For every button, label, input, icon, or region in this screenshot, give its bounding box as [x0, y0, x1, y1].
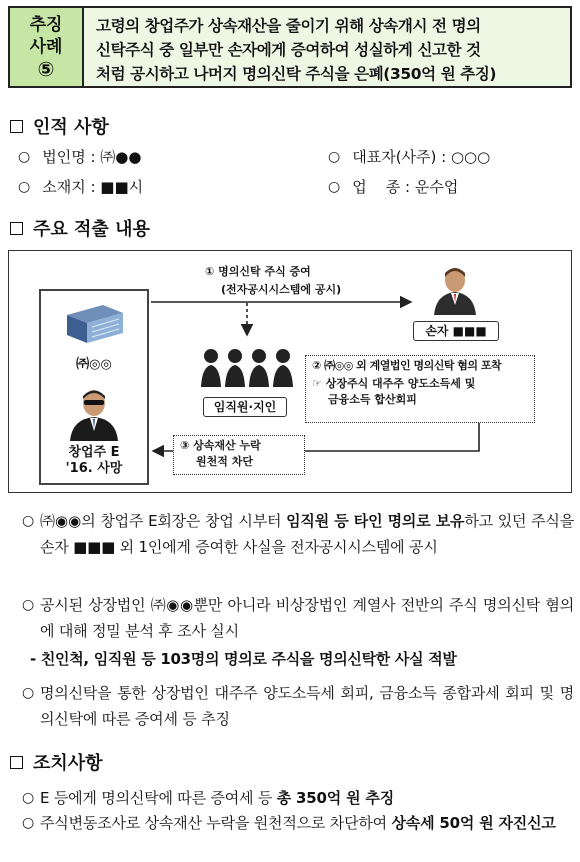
- representative: 대표자(사주) : ○○○: [352, 148, 491, 166]
- actions-title: 조치사항: [33, 753, 103, 774]
- personal-row-2: [18, 176, 568, 197]
- step1-label: [205, 263, 311, 279]
- findings-title: 주요 적출 내용: [33, 219, 150, 240]
- circle-bullet-icon: ○: [22, 790, 35, 806]
- location: 소재지 : ■■시: [42, 178, 144, 196]
- building-icon: [59, 301, 129, 345]
- grandson-label: 손자 ■■■: [413, 321, 499, 341]
- finding-sub-bullet: [14, 646, 574, 672]
- personal-info-title: 인적 사항: [33, 117, 109, 138]
- square-bullet-icon: [10, 222, 23, 235]
- action-1-text: E 등에게 명의신탁에 따른 증여세 등: [40, 789, 277, 807]
- founder-name: 창업주 E: [68, 445, 120, 460]
- personal-info-heading: [10, 113, 109, 139]
- case-diagram: [8, 250, 572, 493]
- circle-bullet-icon: ○: [18, 148, 31, 165]
- case-summary-line1: 고령의 창업주가 상속재산을 줄이기 위해 상속개시 전 명의: [96, 17, 481, 35]
- action-2-bold: 상속세 50억 원 자진신고: [391, 814, 556, 832]
- circle-bullet-icon: ○: [22, 513, 35, 529]
- action-2-text: 주식변동조사로 상속재산 누락을 원천적으로 차단하여: [40, 814, 392, 832]
- employees-label: 임직원·지인: [203, 397, 287, 417]
- business-type: 업 종 : 운수업: [352, 178, 459, 196]
- action-bullet-2: [14, 810, 574, 836]
- finding-3-text: - 친인척, 임직원 등 103명의 명의로 주식을 명의신탁한 사실 적발: [30, 650, 457, 668]
- founder-death: '16. 사망: [65, 461, 123, 476]
- case-tag-line1: 추징: [29, 15, 63, 35]
- step3-line2: 원천적 차단: [196, 455, 253, 468]
- finding-2-text: 공시된 상장법인 ㈜◉◉뿐만 아니라 비상장법인 계열사 전반의 주식 명의신탁 혐의에 대해 정밀 분석 후 조사 실시: [40, 596, 574, 640]
- finding-bullet-2: [14, 592, 574, 644]
- action-bullet-1: [14, 785, 574, 811]
- case-tag-number: ⑤: [37, 57, 55, 81]
- finding-4-text: 명의신탁을 통한 상장법인 대주주 양도소득세 회피, 금융소득 종합과세 회피 및 명의신탁에 따른 증여세 등 추징: [40, 684, 574, 728]
- step3-box: [173, 435, 305, 475]
- step2-box: [305, 355, 535, 423]
- case-summary-line2: 신탁주식 중 일부만 손자에게 증여하여 성실하게 신고한 것: [96, 41, 481, 59]
- step2-line3: 금융소득 합산회피: [328, 393, 417, 406]
- finding-1-text-bold: 임직원 등 타인 명의로 보유: [286, 512, 465, 530]
- finding-1-text-c: 하고 있던 주식을 손자 ■■■ 외 1인에게 증여한 사실을 전자공시시스템에 공시: [40, 512, 575, 556]
- step1-line2: (전자공시시스템에 공시): [221, 283, 342, 296]
- step2-line1: ② ㈜◎◎ 외 계열법인 명의신탁 혐의 포착: [312, 359, 502, 372]
- founder-icon: [66, 387, 122, 441]
- circle-bullet-icon: ○: [22, 815, 35, 831]
- founder-label: [41, 445, 147, 477]
- findings-heading: [10, 215, 150, 241]
- company-box: [39, 289, 149, 485]
- circle-bullet-icon: ○: [22, 597, 35, 613]
- case-banner: [8, 6, 572, 88]
- square-bullet-icon: [10, 120, 23, 133]
- circle-bullet-icon: ○: [18, 178, 31, 195]
- company-name: ㈜◎◎: [76, 357, 112, 372]
- square-bullet-icon: [10, 756, 23, 769]
- corp-name: 법인명 : ㈜●●: [42, 148, 142, 166]
- step1-line1: ① 명의신탁 주식 증여: [205, 265, 311, 278]
- personal-row-1: [18, 146, 568, 167]
- employees-icon: [199, 345, 295, 387]
- case-tag: [10, 8, 84, 86]
- circle-bullet-icon: ○: [328, 148, 341, 165]
- finding-bullet-1: [14, 508, 574, 560]
- action-1-bold: 총 350억 원 추징: [276, 789, 394, 807]
- actions-heading: [10, 749, 103, 775]
- case-summary-line3: 처럼 공시하고 나머지 명의신탁 주식을 은폐(350억 원 추징): [96, 65, 497, 83]
- step2-line2: ☞ 상장주식 대주주 양도소득세 및: [312, 377, 476, 390]
- finding-bullet-3: [14, 680, 574, 732]
- case-tag-line2: 사례: [29, 37, 63, 57]
- grandson-icon: [431, 265, 479, 315]
- circle-bullet-icon: ○: [328, 178, 341, 195]
- step3-line1: ③ 상속재산 누락: [180, 439, 261, 452]
- circle-bullet-icon: ○: [22, 685, 35, 701]
- case-summary: [84, 8, 570, 86]
- finding-1-text-a: ㈜◉◉의 창업주 E회장은 창업 시부터: [40, 512, 287, 530]
